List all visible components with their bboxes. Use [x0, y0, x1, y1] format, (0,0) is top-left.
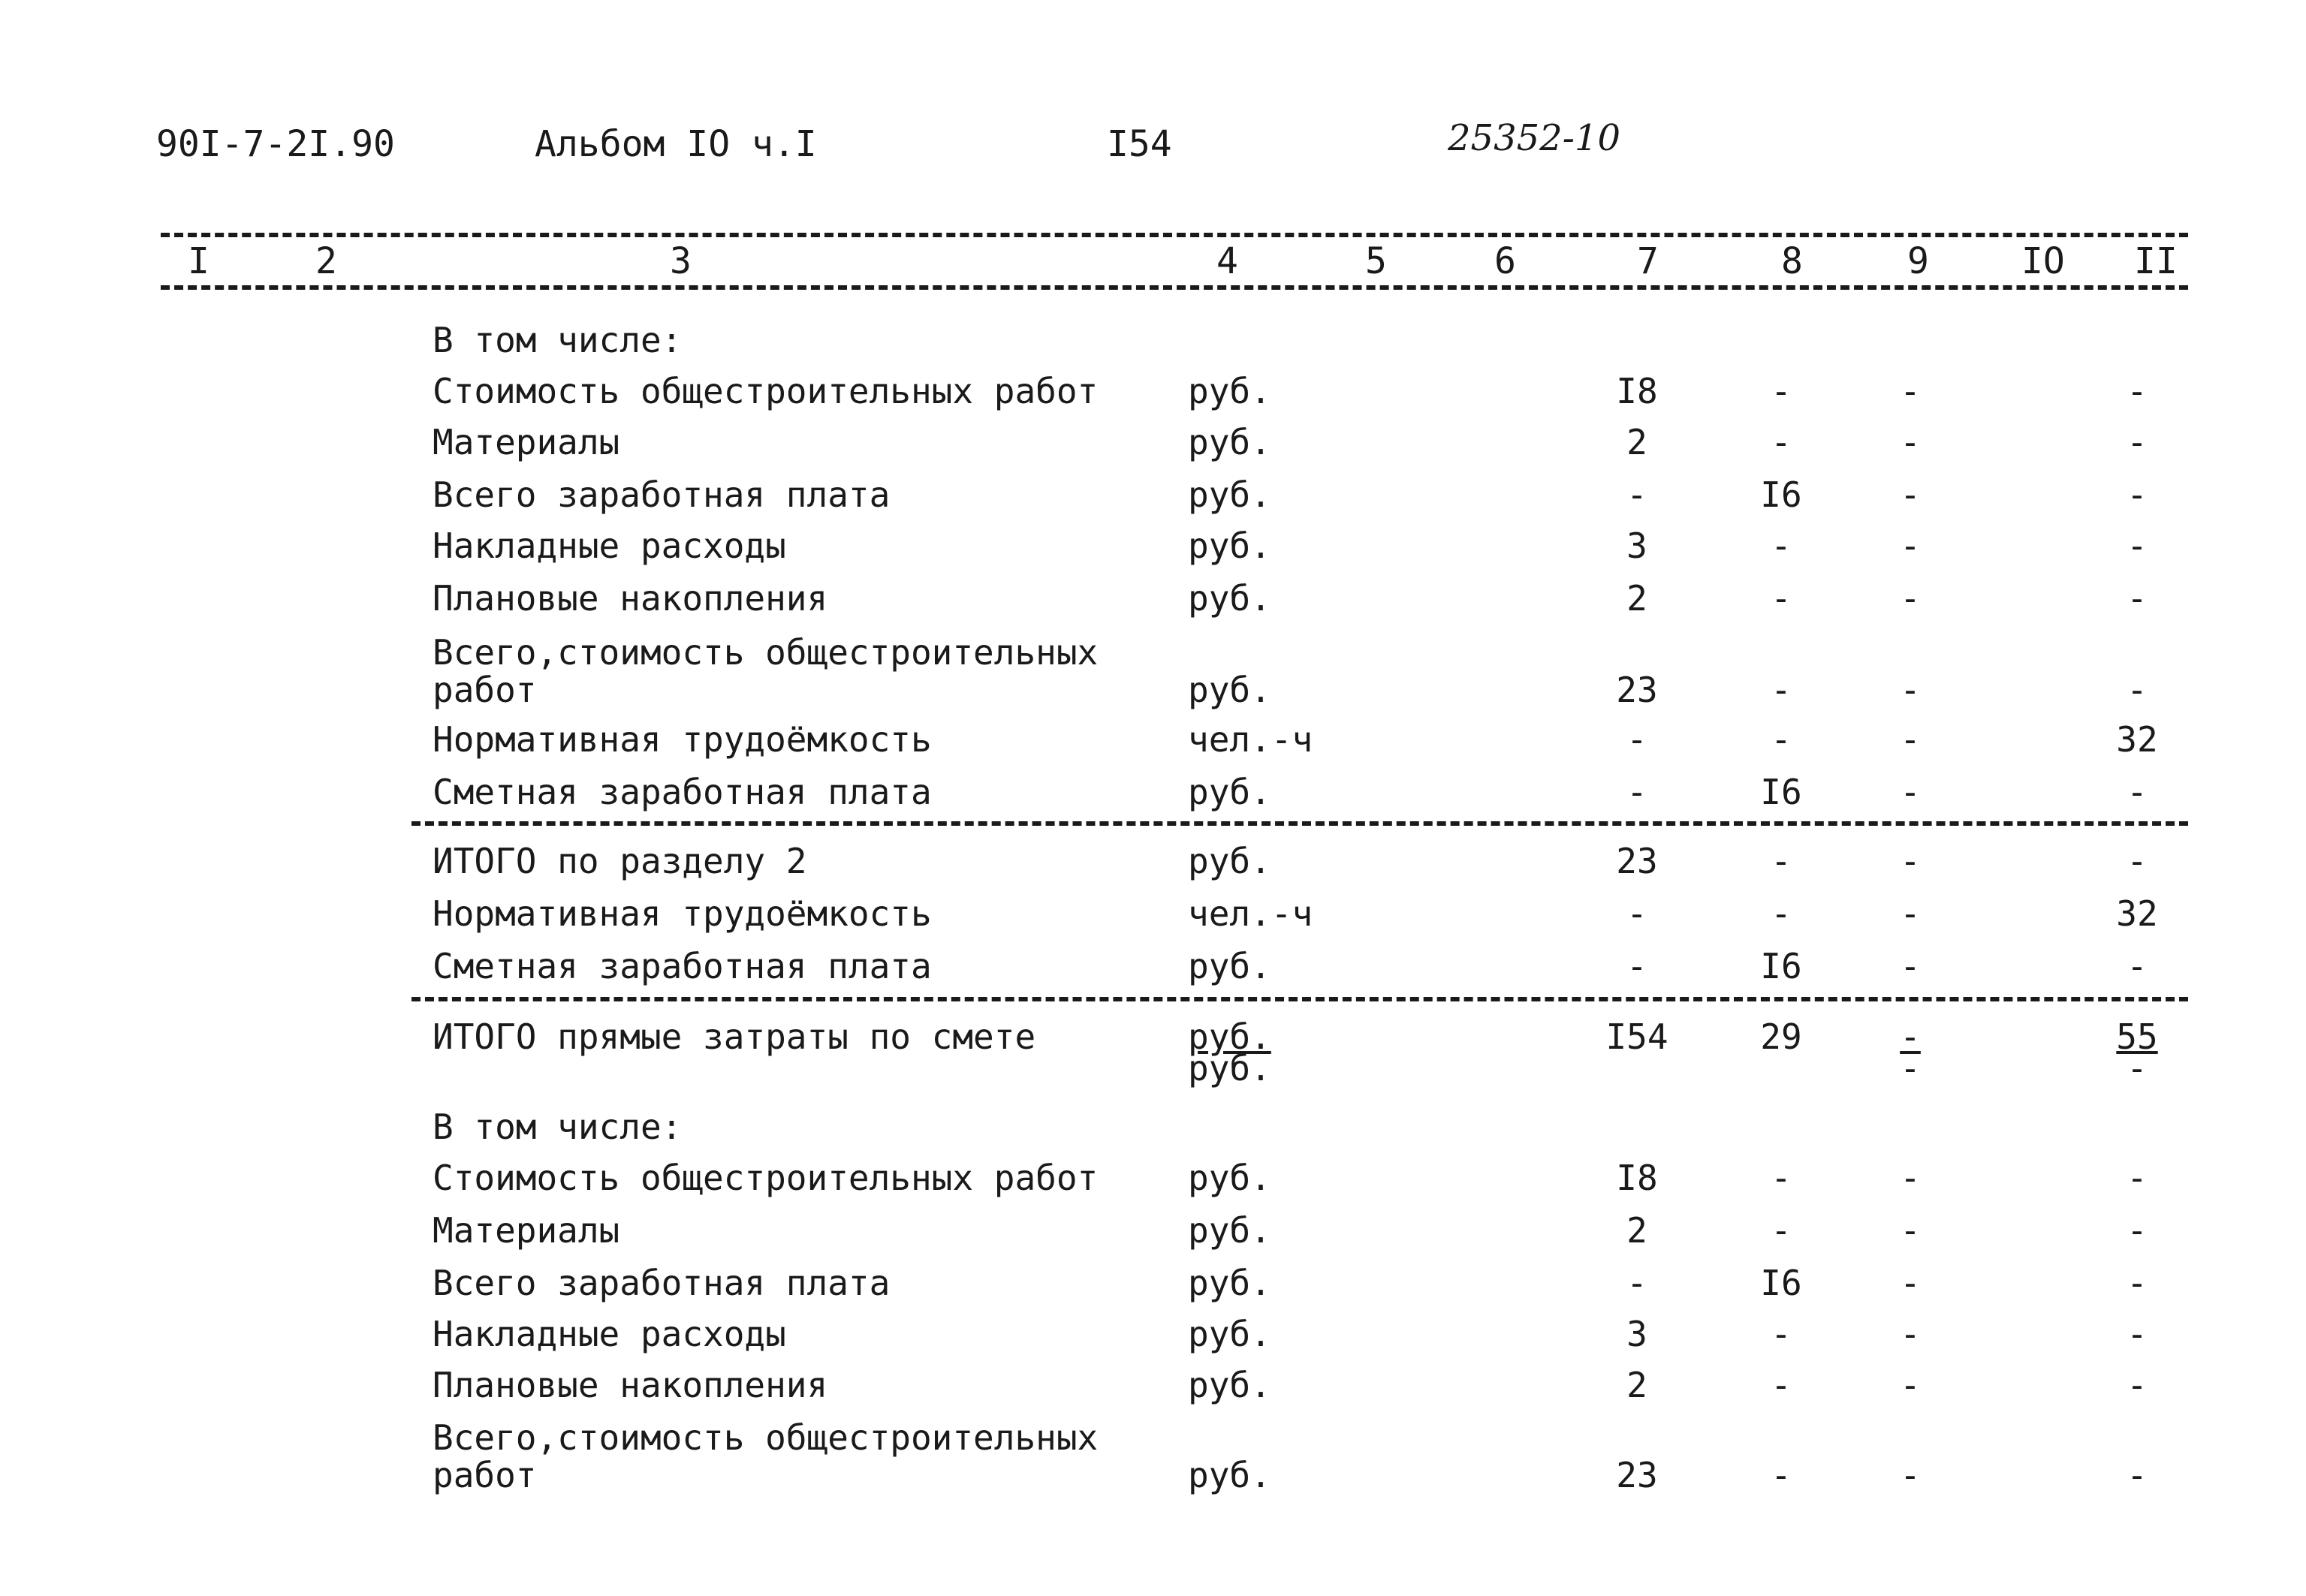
cell-col-9: -	[1900, 772, 1921, 812]
cell-col-11: -	[2127, 525, 2148, 566]
row-label: Всего заработная плата	[433, 474, 891, 515]
row-label: Нормативная трудоёмкость	[433, 719, 932, 760]
cell-col-11: -	[2127, 1263, 2148, 1303]
cell-col-8: -	[1771, 1455, 1792, 1495]
row-label: Стоимость общестроительных работ	[433, 1158, 1099, 1198]
row-unit: руб.	[1188, 578, 1271, 619]
cell-col-7: 3	[1626, 525, 1647, 566]
cell-col-8: -	[1771, 1210, 1792, 1251]
column-number-9: 9	[1907, 240, 1929, 282]
cell-col-9-denominator: -	[1900, 1048, 1921, 1089]
cell-col-11: -	[2127, 1365, 2148, 1405]
cell-col-11: 32	[2116, 893, 2158, 934]
row-label: Материалы	[433, 422, 620, 462]
cell-col-8: -	[1771, 578, 1792, 619]
row-label: Всего,стоимость общестроительных	[433, 632, 1099, 673]
row-unit: чел.-ч	[1188, 719, 1313, 760]
cell-col-7: 2	[1626, 422, 1647, 462]
row-label: ИТОГО по разделу 2	[433, 841, 807, 881]
cell-col-11: -	[2127, 670, 2148, 710]
row-unit: руб.	[1188, 1455, 1271, 1495]
row-unit: руб.	[1188, 946, 1271, 986]
cell-col-8: -	[1771, 719, 1792, 760]
row-label: В том числе:	[433, 1107, 683, 1147]
row-unit: руб.	[1188, 1365, 1271, 1405]
cell-col-8: I6	[1760, 1263, 1802, 1303]
row-label: Сметная заработная плата	[433, 946, 932, 986]
cell-col-11: -	[2127, 1158, 2148, 1198]
cell-col-9: -	[1900, 841, 1921, 881]
cell-col-11: 32	[2116, 719, 2158, 760]
cell-col-11: -	[2127, 578, 2148, 619]
cell-col-7: -	[1626, 719, 1647, 760]
row-unit: руб.	[1188, 422, 1271, 462]
cell-col-7: 2	[1626, 578, 1647, 619]
cell-col-7: I8	[1616, 371, 1658, 411]
column-number-4: 4	[1216, 240, 1238, 282]
row-unit: руб.	[1188, 1210, 1271, 1251]
column-header-top-rule	[161, 233, 2188, 237]
cell-col-11: -	[2127, 1314, 2148, 1354]
section-separator-2	[411, 997, 2188, 1001]
cell-col-11: -	[2127, 371, 2148, 411]
row-unit: руб.	[1188, 474, 1271, 515]
row-label: В том числе:	[433, 320, 683, 360]
cell-col-8: I6	[1760, 474, 1802, 515]
cell-col-9: -	[1900, 719, 1921, 760]
column-number-3: 3	[670, 240, 692, 282]
cell-col-9: -	[1900, 1455, 1921, 1495]
column-number-2: 2	[315, 240, 337, 282]
row-label: Всего заработная плата	[433, 1263, 891, 1303]
cell-col-11: -	[2127, 474, 2148, 515]
row-unit: руб.	[1188, 670, 1271, 710]
cell-col-9: -	[1900, 1314, 1921, 1354]
cell-col-8: -	[1771, 371, 1792, 411]
page-number: I54	[1107, 123, 1172, 165]
row-unit: руб.	[1188, 772, 1271, 812]
row-label: Материалы	[433, 1210, 620, 1251]
cell-col-7: 23	[1616, 1455, 1658, 1495]
cell-col-7: 3	[1626, 1314, 1647, 1354]
cell-col-7: I54	[1605, 1016, 1668, 1057]
row-label-continued: работ	[433, 1455, 537, 1495]
row-label: ИТОГО прямые затраты по смете	[433, 1016, 1036, 1057]
cell-col-11: -	[2127, 1455, 2148, 1495]
document-number: 25352-10	[1448, 117, 1620, 159]
row-label: Накладные расходы	[433, 525, 786, 566]
cell-col-9: -	[1900, 525, 1921, 566]
cell-col-8: -	[1771, 670, 1792, 710]
row-label: Плановые накопления	[433, 578, 828, 619]
row-label: Сметная заработная плата	[433, 772, 932, 812]
column-number-10: IО	[2021, 240, 2065, 282]
cell-col-7: 23	[1616, 670, 1658, 710]
row-label: Накладные расходы	[433, 1314, 786, 1354]
row-label-continued: работ	[433, 670, 537, 710]
row-unit: чел.-ч	[1188, 893, 1313, 934]
cell-col-7: -	[1626, 946, 1647, 986]
cell-col-11-denominator: -	[2127, 1048, 2148, 1089]
cell-col-7: 2	[1626, 1365, 1647, 1405]
cell-col-9: -	[1900, 1016, 1921, 1057]
column-number-6: 6	[1494, 240, 1516, 282]
cell-col-11: -	[2127, 841, 2148, 881]
cell-col-9: -	[1900, 1210, 1921, 1251]
cell-col-11: -	[2127, 772, 2148, 812]
row-unit: руб.	[1188, 1158, 1271, 1198]
cell-col-11: -	[2127, 946, 2148, 986]
album-label: Альбом IО ч.I	[535, 123, 817, 165]
column-number-8: 8	[1781, 240, 1803, 282]
cell-col-7: I8	[1616, 1158, 1658, 1198]
cell-col-9: -	[1900, 893, 1921, 934]
cell-col-9: -	[1900, 371, 1921, 411]
cell-col-8: -	[1771, 893, 1792, 934]
cell-col-8: 29	[1760, 1016, 1802, 1057]
row-unit: руб.	[1188, 1263, 1271, 1303]
cell-col-7: -	[1626, 474, 1647, 515]
cell-col-7: 2	[1626, 1210, 1647, 1251]
cell-col-9: -	[1900, 1158, 1921, 1198]
section-separator-1	[411, 821, 2188, 826]
cell-col-9: -	[1900, 422, 1921, 462]
cell-col-9: -	[1900, 578, 1921, 619]
cell-col-9: -	[1900, 946, 1921, 986]
cell-col-8: -	[1771, 841, 1792, 881]
cell-col-8: -	[1771, 1365, 1792, 1405]
column-number-7: 7	[1637, 240, 1659, 282]
cell-col-8: -	[1771, 525, 1792, 566]
row-unit-denominator: руб.	[1188, 1048, 1271, 1089]
column-header-bottom-rule	[161, 285, 2188, 290]
row-label: Нормативная трудоёмкость	[433, 893, 932, 934]
cell-col-8: I6	[1760, 946, 1802, 986]
row-unit: руб.	[1188, 1016, 1271, 1057]
row-unit: руб.	[1188, 841, 1271, 881]
row-unit: руб.	[1188, 525, 1271, 566]
cell-col-7: 23	[1616, 841, 1658, 881]
column-number-11: II	[2134, 240, 2178, 282]
row-label: Плановые накопления	[433, 1365, 828, 1405]
cell-col-11: 55	[2116, 1016, 2158, 1057]
cell-col-11: -	[2127, 1210, 2148, 1251]
cell-col-7: -	[1626, 893, 1647, 934]
cell-col-8: -	[1771, 1314, 1792, 1354]
cell-col-9: -	[1900, 670, 1921, 710]
cell-col-9: -	[1900, 1365, 1921, 1405]
cell-col-8: -	[1771, 422, 1792, 462]
row-label: Стоимость общестроительных работ	[433, 371, 1099, 411]
cell-col-9: -	[1900, 474, 1921, 515]
column-number-1: I	[188, 240, 209, 282]
document-code: 90I-7-2I.90	[156, 123, 395, 165]
column-number-5: 5	[1365, 240, 1387, 282]
cell-col-7: -	[1626, 1263, 1647, 1303]
cell-col-8: I6	[1760, 772, 1802, 812]
row-label: Всего,стоимость общестроительных	[433, 1417, 1099, 1458]
cell-col-8: -	[1771, 1158, 1792, 1198]
row-unit: руб.	[1188, 371, 1271, 411]
cell-col-9: -	[1900, 1263, 1921, 1303]
cell-col-7: -	[1626, 772, 1647, 812]
row-unit: руб.	[1188, 1314, 1271, 1354]
cell-col-11: -	[2127, 422, 2148, 462]
